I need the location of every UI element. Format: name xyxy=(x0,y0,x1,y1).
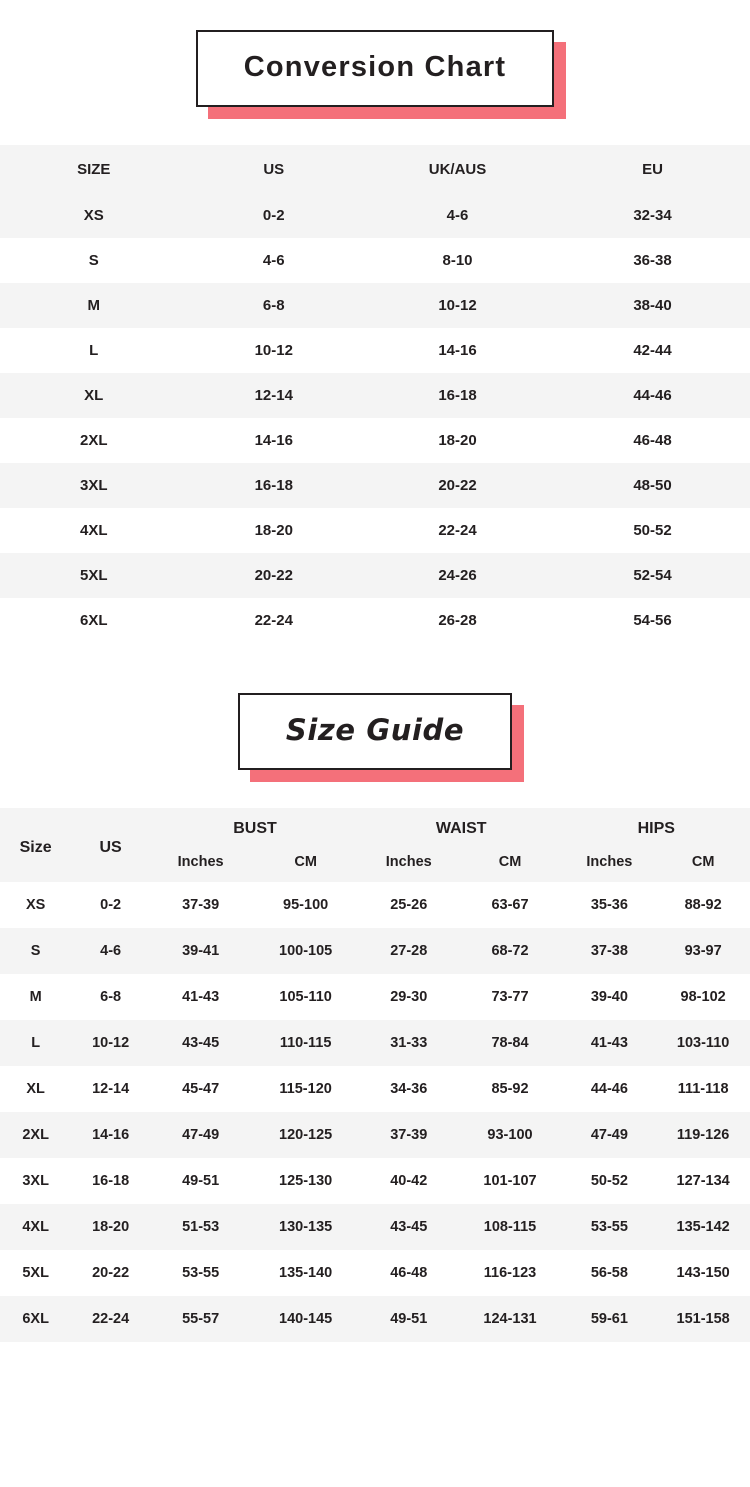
cell-bust-cm: 105-110 xyxy=(251,974,360,1020)
cell-size: 2XL xyxy=(0,1112,71,1158)
cell-waist-cm: 78-84 xyxy=(458,1020,563,1066)
cell-waist-inches: 43-45 xyxy=(360,1204,458,1250)
cell-bust-cm: 120-125 xyxy=(251,1112,360,1158)
cell-bust-inches: 49-51 xyxy=(150,1158,251,1204)
cell-ukaus: 10-12 xyxy=(360,283,555,328)
cell-us: 16-18 xyxy=(71,1158,150,1204)
cell-waist-cm: 63-67 xyxy=(458,882,563,928)
cell-size: XL xyxy=(0,373,188,418)
cell-bust-cm: 130-135 xyxy=(251,1204,360,1250)
cell-eu: 42-44 xyxy=(555,328,750,373)
cell-ukaus: 26-28 xyxy=(360,598,555,643)
size-guide-title: Size Guide xyxy=(285,712,465,747)
cell-hips-cm: 111-118 xyxy=(656,1066,750,1112)
table-row xyxy=(0,974,750,1020)
cell-waist-inches: 34-36 xyxy=(360,1066,458,1112)
cell-ukaus: 8-10 xyxy=(360,238,555,283)
cell-us: 12-14 xyxy=(188,373,361,418)
size-guide-table-body xyxy=(0,882,750,1342)
table-row xyxy=(0,238,750,283)
section-spacer xyxy=(0,643,750,693)
cell-us: 20-22 xyxy=(71,1250,150,1296)
cell-eu: 48-50 xyxy=(555,463,750,508)
cell-waist-cm: 93-100 xyxy=(458,1112,563,1158)
table-row xyxy=(0,1250,750,1296)
guide-header-size: Size xyxy=(0,808,71,882)
cell-waist-inches: 27-28 xyxy=(360,928,458,974)
cell-hips-cm: 93-97 xyxy=(656,928,750,974)
cell-size: S xyxy=(0,928,71,974)
cell-hips-inches: 35-36 xyxy=(563,882,657,928)
conversion-header-row xyxy=(0,145,750,193)
guide-unit-bust-cm: CM xyxy=(251,844,360,882)
table-row xyxy=(0,328,750,373)
cell-bust-inches: 53-55 xyxy=(150,1250,251,1296)
cell-waist-inches: 37-39 xyxy=(360,1112,458,1158)
cell-ukaus: 18-20 xyxy=(360,418,555,463)
cell-waist-inches: 49-51 xyxy=(360,1296,458,1342)
cell-size: L xyxy=(0,328,188,373)
cell-size: XS xyxy=(0,193,188,238)
cell-us: 6-8 xyxy=(188,283,361,328)
cell-size: 3XL xyxy=(0,1158,71,1204)
cell-waist-inches: 29-30 xyxy=(360,974,458,1020)
table-row xyxy=(0,598,750,643)
cell-us: 0-2 xyxy=(71,882,150,928)
table-row xyxy=(0,193,750,238)
table-row xyxy=(0,882,750,928)
cell-waist-inches: 40-42 xyxy=(360,1158,458,1204)
cell-bust-inches: 41-43 xyxy=(150,974,251,1020)
cell-hips-inches: 39-40 xyxy=(563,974,657,1020)
cell-bust-inches: 47-49 xyxy=(150,1112,251,1158)
cell-ukaus: 14-16 xyxy=(360,328,555,373)
cell-bust-inches: 39-41 xyxy=(150,928,251,974)
table-row xyxy=(0,1112,750,1158)
cell-hips-inches: 53-55 xyxy=(563,1204,657,1250)
table-row xyxy=(0,928,750,974)
conversion-chart-banner xyxy=(0,30,750,107)
cell-size: S xyxy=(0,238,188,283)
banner-inner xyxy=(196,30,555,107)
cell-bust-cm: 100-105 xyxy=(251,928,360,974)
table-row xyxy=(0,373,750,418)
cell-us: 20-22 xyxy=(188,553,361,598)
conversion-header-ukaus: UK/AUS xyxy=(360,145,555,193)
cell-size: L xyxy=(0,1020,71,1066)
guide-group-bust: BUST xyxy=(150,808,360,844)
cell-waist-cm: 73-77 xyxy=(458,974,563,1020)
conversion-chart-table xyxy=(0,145,750,643)
guide-header-us: US xyxy=(71,808,150,882)
cell-hips-cm: 135-142 xyxy=(656,1204,750,1250)
guide-unit-hips-cm: CM xyxy=(656,844,750,882)
cell-us: 4-6 xyxy=(71,928,150,974)
cell-ukaus: 4-6 xyxy=(360,193,555,238)
size-guide-banner xyxy=(0,693,750,770)
cell-bust-cm: 110-115 xyxy=(251,1020,360,1066)
conversion-table-head xyxy=(0,145,750,193)
cell-ukaus: 16-18 xyxy=(360,373,555,418)
cell-bust-inches: 51-53 xyxy=(150,1204,251,1250)
cell-size: XL xyxy=(0,1066,71,1112)
top-spacer xyxy=(0,0,750,30)
conversion-table-body xyxy=(0,193,750,643)
cell-us: 16-18 xyxy=(188,463,361,508)
cell-waist-cm: 108-115 xyxy=(458,1204,563,1250)
cell-hips-inches: 59-61 xyxy=(563,1296,657,1342)
guide-group-hips: HIPS xyxy=(563,808,750,844)
cell-waist-inches: 46-48 xyxy=(360,1250,458,1296)
table-row xyxy=(0,1020,750,1066)
guide-unit-waist-inches: Inches xyxy=(360,844,458,882)
cell-size: M xyxy=(0,283,188,328)
cell-us: 4-6 xyxy=(188,238,361,283)
cell-us: 6-8 xyxy=(71,974,150,1020)
cell-hips-inches: 56-58 xyxy=(563,1250,657,1296)
cell-waist-inches: 25-26 xyxy=(360,882,458,928)
cell-hips-cm: 103-110 xyxy=(656,1020,750,1066)
cell-us: 18-20 xyxy=(188,508,361,553)
cell-size: 5XL xyxy=(0,553,188,598)
cell-eu: 44-46 xyxy=(555,373,750,418)
cell-us: 12-14 xyxy=(71,1066,150,1112)
cell-bust-inches: 45-47 xyxy=(150,1066,251,1112)
cell-us: 14-16 xyxy=(71,1112,150,1158)
conversion-chart-title: Conversion Chart xyxy=(243,51,507,83)
table-row xyxy=(0,1296,750,1342)
cell-size: 6XL xyxy=(0,598,188,643)
table-row xyxy=(0,1204,750,1250)
cell-waist-cm: 68-72 xyxy=(458,928,563,974)
cell-size: M xyxy=(0,974,71,1020)
cell-us: 0-2 xyxy=(188,193,361,238)
cell-ukaus: 20-22 xyxy=(360,463,555,508)
cell-hips-cm: 127-134 xyxy=(656,1158,750,1204)
cell-ukaus: 24-26 xyxy=(360,553,555,598)
cell-bust-cm: 125-130 xyxy=(251,1158,360,1204)
cell-bust-cm: 115-120 xyxy=(251,1066,360,1112)
cell-waist-cm: 101-107 xyxy=(458,1158,563,1204)
table-row xyxy=(0,1066,750,1112)
table-row xyxy=(0,553,750,598)
size-guide-table xyxy=(0,808,750,1342)
banner-inner xyxy=(238,693,512,770)
guide-group-waist: WAIST xyxy=(360,808,563,844)
table-row xyxy=(0,508,750,553)
cell-eu: 46-48 xyxy=(555,418,750,463)
cell-eu: 36-38 xyxy=(555,238,750,283)
guide-unit-hips-inches: Inches xyxy=(563,844,657,882)
cell-bust-inches: 37-39 xyxy=(150,882,251,928)
cell-hips-inches: 37-38 xyxy=(563,928,657,974)
cell-size: 2XL xyxy=(0,418,188,463)
cell-size: XS xyxy=(0,882,71,928)
cell-us: 18-20 xyxy=(71,1204,150,1250)
table-row xyxy=(0,418,750,463)
table-row xyxy=(0,283,750,328)
cell-waist-inches: 31-33 xyxy=(360,1020,458,1066)
cell-us: 10-12 xyxy=(188,328,361,373)
cell-ukaus: 22-24 xyxy=(360,508,555,553)
table-row xyxy=(0,463,750,508)
cell-size: 5XL xyxy=(0,1250,71,1296)
cell-eu: 50-52 xyxy=(555,508,750,553)
cell-hips-inches: 41-43 xyxy=(563,1020,657,1066)
size-guide-table-head xyxy=(0,808,750,882)
cell-waist-cm: 116-123 xyxy=(458,1250,563,1296)
cell-us: 10-12 xyxy=(71,1020,150,1066)
cell-waist-cm: 85-92 xyxy=(458,1066,563,1112)
cell-size: 3XL xyxy=(0,463,188,508)
cell-bust-cm: 135-140 xyxy=(251,1250,360,1296)
guide-unit-bust-inches: Inches xyxy=(150,844,251,882)
cell-hips-cm: 88-92 xyxy=(656,882,750,928)
cell-size: 4XL xyxy=(0,508,188,553)
cell-waist-cm: 124-131 xyxy=(458,1296,563,1342)
size-guide-group-row xyxy=(0,808,750,844)
cell-us: 22-24 xyxy=(71,1296,150,1342)
conversion-header-eu: EU xyxy=(555,145,750,193)
table-row xyxy=(0,1158,750,1204)
cell-hips-inches: 44-46 xyxy=(563,1066,657,1112)
cell-bust-inches: 55-57 xyxy=(150,1296,251,1342)
cell-bust-cm: 140-145 xyxy=(251,1296,360,1342)
banner-box xyxy=(196,30,555,107)
cell-eu: 54-56 xyxy=(555,598,750,643)
cell-eu: 32-34 xyxy=(555,193,750,238)
conversion-header-size: SIZE xyxy=(0,145,188,193)
cell-eu: 52-54 xyxy=(555,553,750,598)
cell-bust-inches: 43-45 xyxy=(150,1020,251,1066)
cell-size: 4XL xyxy=(0,1204,71,1250)
cell-hips-cm: 119-126 xyxy=(656,1112,750,1158)
cell-bust-cm: 95-100 xyxy=(251,882,360,928)
banner-box xyxy=(238,693,512,770)
cell-us: 14-16 xyxy=(188,418,361,463)
cell-hips-cm: 143-150 xyxy=(656,1250,750,1296)
cell-hips-cm: 98-102 xyxy=(656,974,750,1020)
cell-hips-inches: 50-52 xyxy=(563,1158,657,1204)
cell-us: 22-24 xyxy=(188,598,361,643)
cell-size: 6XL xyxy=(0,1296,71,1342)
bottom-spacer xyxy=(0,1342,750,1397)
conversion-header-us: US xyxy=(188,145,361,193)
cell-hips-cm: 151-158 xyxy=(656,1296,750,1342)
cell-eu: 38-40 xyxy=(555,283,750,328)
guide-unit-waist-cm: CM xyxy=(458,844,563,882)
cell-hips-inches: 47-49 xyxy=(563,1112,657,1158)
